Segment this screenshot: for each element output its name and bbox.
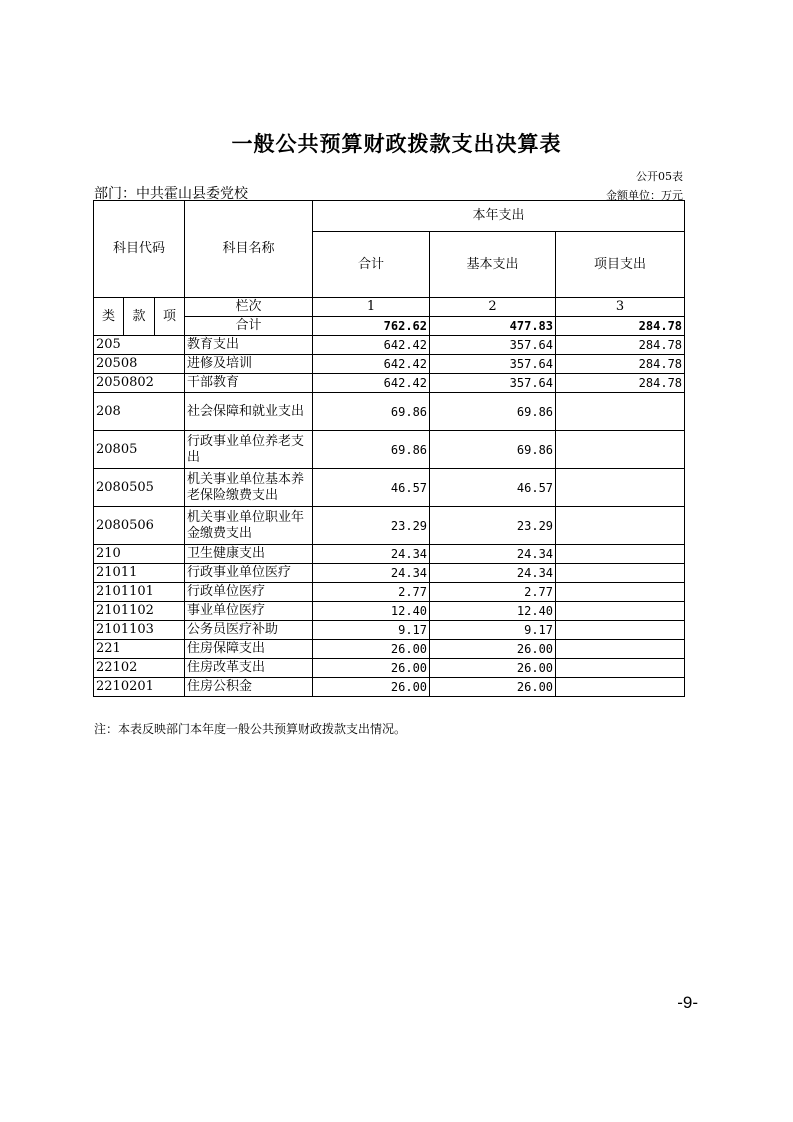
row-name: 行政单位医疗 bbox=[185, 583, 313, 602]
row-name: 事业单位医疗 bbox=[185, 602, 313, 621]
row-basic: 12.40 bbox=[430, 602, 556, 621]
row-total: 642.42 bbox=[313, 355, 430, 374]
table-row bbox=[94, 431, 685, 469]
total-row-total: 762.62 bbox=[313, 317, 430, 336]
table-row bbox=[94, 678, 685, 697]
row-total: 642.42 bbox=[313, 374, 430, 393]
row-name: 行政事业单位养老支出 bbox=[185, 431, 313, 469]
row-name: 住房保障支出 bbox=[185, 640, 313, 659]
table-row bbox=[94, 659, 685, 678]
row-code: 2080505 bbox=[94, 469, 185, 507]
header-year-expenditure: 本年支出 bbox=[313, 201, 685, 232]
row-total: 46.57 bbox=[313, 469, 430, 507]
table-row bbox=[94, 336, 685, 355]
row-basic: 23.29 bbox=[430, 507, 556, 545]
row-project bbox=[556, 583, 685, 602]
header-name: 科目名称 bbox=[185, 201, 313, 298]
row-total: 26.00 bbox=[313, 640, 430, 659]
expenditure-table bbox=[93, 200, 685, 697]
row-code: 21011 bbox=[94, 564, 185, 583]
row-total: 24.34 bbox=[313, 545, 430, 564]
row-name: 行政事业单位医疗 bbox=[185, 564, 313, 583]
row-project bbox=[556, 507, 685, 545]
row-code: 208 bbox=[94, 393, 185, 431]
header-code: 科目代码 bbox=[94, 201, 185, 298]
header-total: 合计 bbox=[313, 232, 430, 298]
page-number: -9- bbox=[677, 993, 698, 1012]
row-total: 9.17 bbox=[313, 621, 430, 640]
row-name: 机关事业单位基本养老保险缴费支出 bbox=[185, 469, 313, 507]
table-row bbox=[94, 374, 685, 393]
row-project bbox=[556, 431, 685, 469]
table-note: 注：本表反映部门本年度一般公共预算财政拨款支出情况。 bbox=[94, 722, 407, 736]
row-code: 205 bbox=[94, 336, 185, 355]
row-name: 公务员医疗补助 bbox=[185, 621, 313, 640]
row-code: 2210201 bbox=[94, 678, 185, 697]
table-row bbox=[94, 564, 685, 583]
header-basic: 基本支出 bbox=[430, 232, 556, 298]
row-project: 284.78 bbox=[556, 374, 685, 393]
table-row bbox=[94, 469, 685, 507]
department-label: 部门：中共霍山县委党校 bbox=[94, 186, 248, 202]
row-total: 12.40 bbox=[313, 602, 430, 621]
row-project bbox=[556, 640, 685, 659]
page-title: 一般公共预算财政拨款支出决算表 bbox=[231, 131, 562, 156]
row-basic: 2.77 bbox=[430, 583, 556, 602]
table-row bbox=[94, 621, 685, 640]
row-total: 2.77 bbox=[313, 583, 430, 602]
row-code: 2101102 bbox=[94, 602, 185, 621]
row-basic: 357.64 bbox=[430, 336, 556, 355]
row-name: 住房公积金 bbox=[185, 678, 313, 697]
row-project bbox=[556, 602, 685, 621]
row-basic: 26.00 bbox=[430, 678, 556, 697]
form-number: 公开05表 bbox=[636, 170, 683, 183]
row-name: 进修及培训 bbox=[185, 355, 313, 374]
row-name: 干部教育 bbox=[185, 374, 313, 393]
header-column-1: 1 bbox=[313, 298, 430, 317]
row-basic: 26.00 bbox=[430, 659, 556, 678]
row-basic: 357.64 bbox=[430, 355, 556, 374]
row-project: 284.78 bbox=[556, 355, 685, 374]
header-column-3: 3 bbox=[556, 298, 685, 317]
row-basic: 69.86 bbox=[430, 431, 556, 469]
row-project bbox=[556, 545, 685, 564]
header-kuan: 款 bbox=[124, 298, 155, 336]
table-row bbox=[94, 355, 685, 374]
row-total: 23.29 bbox=[313, 507, 430, 545]
row-basic: 24.34 bbox=[430, 545, 556, 564]
table-row bbox=[94, 640, 685, 659]
row-name: 住房改革支出 bbox=[185, 659, 313, 678]
table-row bbox=[94, 393, 685, 431]
row-project bbox=[556, 469, 685, 507]
row-total: 69.86 bbox=[313, 431, 430, 469]
row-name: 社会保障和就业支出 bbox=[185, 393, 313, 431]
row-project bbox=[556, 659, 685, 678]
row-basic: 357.64 bbox=[430, 374, 556, 393]
header-column-label: 栏次 bbox=[185, 298, 313, 317]
row-name: 机关事业单位职业年金缴费支出 bbox=[185, 507, 313, 545]
unit-label: 金额单位：万元 bbox=[606, 189, 683, 202]
total-row-project: 284.78 bbox=[556, 317, 685, 336]
table-row bbox=[94, 583, 685, 602]
row-total: 69.86 bbox=[313, 393, 430, 431]
row-basic: 24.34 bbox=[430, 564, 556, 583]
header-column-2: 2 bbox=[430, 298, 556, 317]
row-project bbox=[556, 621, 685, 640]
row-code: 2101103 bbox=[94, 621, 185, 640]
row-code: 20508 bbox=[94, 355, 185, 374]
row-code: 2050802 bbox=[94, 374, 185, 393]
row-code: 221 bbox=[94, 640, 185, 659]
row-code: 20805 bbox=[94, 431, 185, 469]
table-row bbox=[94, 507, 685, 545]
row-code: 2080506 bbox=[94, 507, 185, 545]
row-total: 26.00 bbox=[313, 678, 430, 697]
row-project bbox=[556, 678, 685, 697]
row-total: 642.42 bbox=[313, 336, 430, 355]
row-project bbox=[556, 393, 685, 431]
row-basic: 46.57 bbox=[430, 469, 556, 507]
total-row-basic: 477.83 bbox=[430, 317, 556, 336]
table-row bbox=[94, 545, 685, 564]
header-project: 项目支出 bbox=[556, 232, 685, 298]
row-code: 2101101 bbox=[94, 583, 185, 602]
row-total: 24.34 bbox=[313, 564, 430, 583]
row-total: 26.00 bbox=[313, 659, 430, 678]
row-name: 卫生健康支出 bbox=[185, 545, 313, 564]
row-basic: 69.86 bbox=[430, 393, 556, 431]
row-project bbox=[556, 564, 685, 583]
header-lei: 类 bbox=[94, 298, 124, 336]
table-row bbox=[94, 602, 685, 621]
row-project: 284.78 bbox=[556, 336, 685, 355]
row-basic: 9.17 bbox=[430, 621, 556, 640]
row-code: 210 bbox=[94, 545, 185, 564]
total-row-label: 合计 bbox=[185, 317, 313, 336]
row-code: 22102 bbox=[94, 659, 185, 678]
header-xiang: 项 bbox=[155, 298, 185, 336]
row-name: 教育支出 bbox=[185, 336, 313, 355]
row-basic: 26.00 bbox=[430, 640, 556, 659]
